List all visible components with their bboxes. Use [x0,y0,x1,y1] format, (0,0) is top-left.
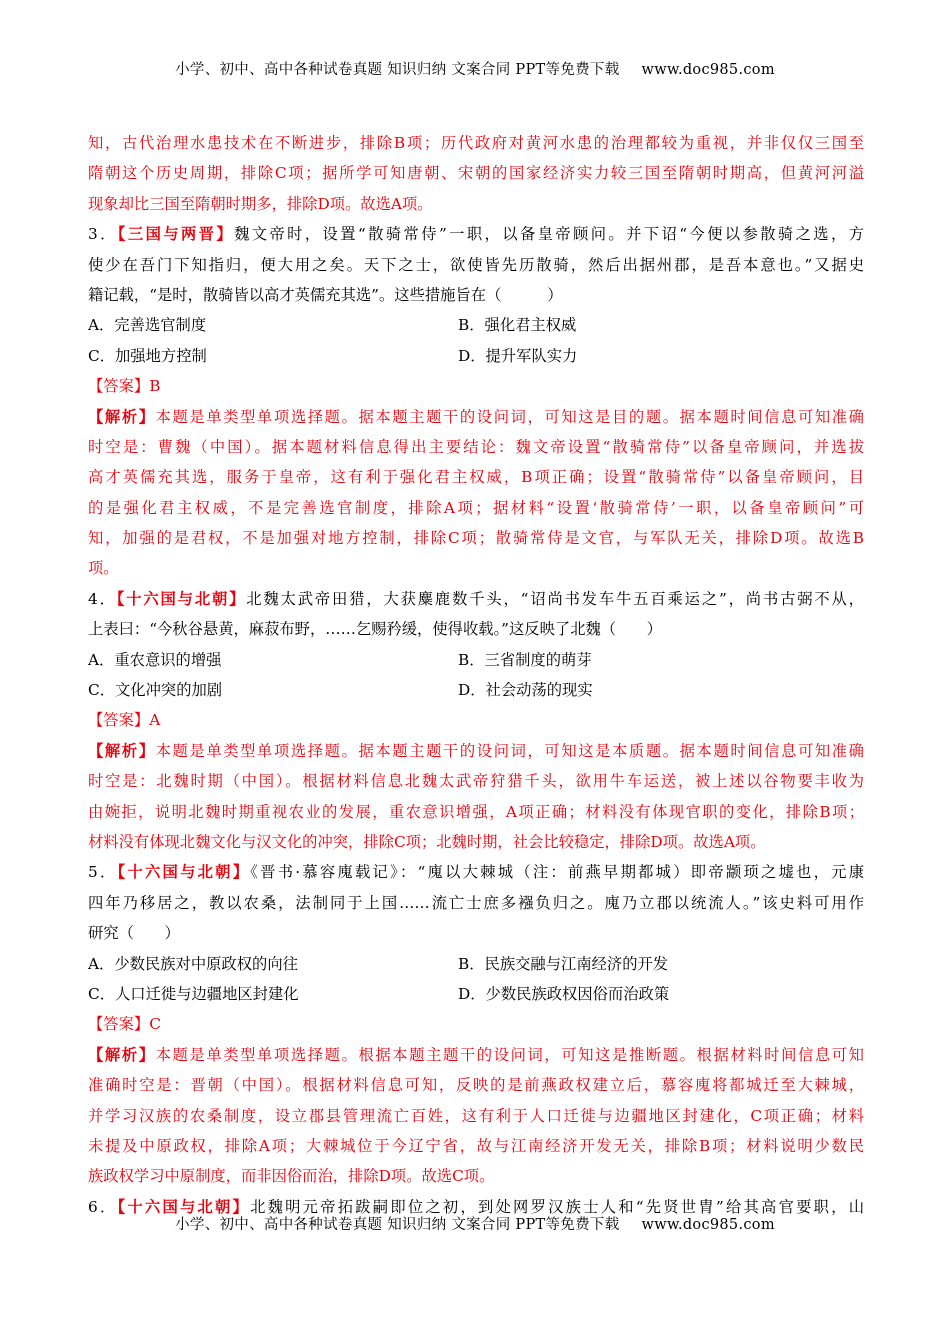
question-text: 北魏明元帝拓跋嗣即位之初，到处网罗汉族士人和“先贤世胄”给其高官要职，山 [250,1197,864,1216]
question-5-stem [88,857,864,887]
option-d[interactable]: D．社会动荡的现实 [458,681,593,700]
option-b[interactable]: B．民族交融与江南经济的开发 [458,954,669,973]
analysis-line: 准确时空是：晋朝（中国）。根据材料信息可知，反映的是前燕政权建立后，慕容廆将都城迁至大棘城， [88,1076,864,1095]
option-a[interactable]: A．重农意识的增强 [88,650,222,669]
analysis-line: 时空是：北魏时期（中国）。根据材料信息北魏太武帝狩猎千头，欲用牛车运送，被上述以谷物要丰收为 [88,772,864,791]
prev-analysis-line: 知，古代治理水患技术在不断进步，排除B项；历代政府对黄河水患的治理都较为重视，并非仅仅三国至 [88,134,864,152]
option-a[interactable]: A．少数民族对中原政权的向往 [88,954,298,973]
question-text: 魏文帝时，设置“散骑常侍”一职，以备皇帝顾问。并下诏“今便以参散骑之选，方 [234,225,864,244]
question-3-options-row [88,341,864,371]
question-3-line: 使少在吾门下知指归，便大用之矣。天下之士，欲使皆先历散骑，然后出据州郡，是吾本意也。”又据史 [88,255,864,274]
question-4-options-row [88,675,864,705]
question-4-stem [88,584,864,614]
question-5-answer: 【答案】C [88,1015,161,1034]
question-text: 《晋书·慕容廆载记》：“廆以大棘城（注：前燕早期都城）即帝颛顼之墟也，元康 [250,863,864,882]
analysis-line: 知，加强的是君权，不是加强对地方控制，排除C项；散骑常侍是文官，与军队无关，排除D项。故选B [88,529,864,548]
analysis-line: 未提及中原政权，排除A项；大棘城位于今辽宁省，故与江南经济开发无关，排除B项；材料说明少数民 [88,1136,864,1155]
question-5-options-row [88,979,864,1009]
question-tag: 【十六国与北朝】 [117,863,251,882]
question-3-analysis: 【解析】本题是单类型单项选择题。据本题主题干的设问词，可知这是目的题。据本题时间信息可知准确 [88,407,864,426]
question-tag: 【十六国与北朝】 [116,589,247,608]
footer-text: 小学、初中、高中各种试卷真题 知识归纳 文案合同 PPT等免费下载 [175,1217,620,1233]
header-text: 小学、初中、高中各种试卷真题 知识归纳 文案合同 PPT等免费下载 [175,62,620,78]
prev-analysis-line: 现象却比三国至隋朝时期多，排除D项。故选A项。 [88,194,433,213]
question-number: 5． [88,863,118,882]
analysis-line: 并学习汉族的农桑制度，设立郡县管理流亡百姓，这有利于人口迁徙与边疆地区封建化，C项正确；材料 [88,1106,864,1125]
analysis-label: 【解析】 [88,1045,156,1064]
analysis-label: 【解析】 [88,407,156,426]
analysis-label: 【解析】 [88,741,156,760]
analysis-line: 高才英儒充其选，服务于皇帝，这有利于强化君主权威，B项正确；设置“散骑常侍”以备皇帝顾问，目 [88,468,864,487]
option-b[interactable]: B．强化君主权威 [458,316,577,335]
question-number: 6． [88,1197,118,1216]
option-c[interactable]: C．文化冲突的加剧 [88,681,223,700]
option-d[interactable]: D．提升军队实力 [458,346,578,365]
analysis-line: 材料没有体现北魏文化与汉文化的冲突，排除C项；北魏时期，社会比较稳定，排除D项。故选A项。 [88,832,766,851]
footer-site[interactable]: www.doc985.com [641,1217,775,1233]
header-site[interactable]: www.doc985.com [641,62,775,78]
question-4-answer: 【答案】A [88,711,161,730]
question-5-analysis: 【解析】本题是单类型单项选择题。根据本题主题干的设问词，可知这是推断题。根据材料时间信息可知 [88,1045,864,1064]
question-tag: 【三国与两晋】 [117,225,235,244]
option-d[interactable]: D．少数民族政权因俗而治政策 [458,984,670,1003]
option-a[interactable]: A．完善选官制度 [88,316,207,335]
question-3-options-row [88,310,864,340]
question-number: 3． [88,225,118,244]
analysis-line: 族政权学习中原制度，而非因俗而治，排除D项。故选C项。 [88,1167,495,1186]
analysis-line: 时空是：曹魏（中国）。据本题材料信息得出主要结论：魏文帝设置“散骑常侍”以备皇帝顾问，并选拔 [88,437,864,456]
question-3-answer: 【答案】B [88,377,161,396]
question-number: 4． [88,589,117,608]
page-header [0,58,950,79]
question-4-options-row [88,645,864,675]
page-footer [0,1213,950,1234]
option-c[interactable]: C．人口迁徙与边疆地区封建化 [88,984,299,1003]
question-text: 北魏太武帝田猎，大获麋鹿数千头，“诏尚书发车牛五百乘运之”，尚书古弼不从， [246,589,864,608]
question-4-line: 上表曰：“今秋谷悬黄，麻菽布野，……乞赐矜缓，使得收载。”这反映了北魏（ ） [88,620,662,639]
question-4-analysis: 【解析】本题是单类型单项选择题。据本题主题干的设问词，可知这是本质题。据本题时间信息可知准确 [88,741,864,760]
question-3-stem [88,219,864,249]
analysis-line: 由婉拒，说明北魏时期重视农业的发展，重农意识增强，A项正确；材料没有体现官职的变化，排除B项； [88,802,864,821]
document-body [88,128,864,1222]
analysis-line: 项。 [88,559,119,578]
question-5-line: 四年乃移居之，教以农桑，法制同于上国……流亡士庶多襁负归之。廆乃立郡以统流人。”该史料可用作 [88,893,864,912]
analysis-line: 的是强化君主权威，不是完善选官制度，排除A项；据材料“设置‘散骑常侍’一职，以备皇帝顾问”可 [88,498,864,517]
prev-analysis-line: 隋朝这个历史周期，排除C项；据所学可知唐朝、宋朝的国家经济实力较三国至隋朝时期高，但黄河河溢 [88,164,864,183]
question-tag: 【十六国与北朝】 [117,1197,251,1216]
question-5-options-row [88,949,864,979]
option-c[interactable]: C．加强地方控制 [88,346,207,365]
question-3-line: 籍记载，“是时，散骑皆以高才英儒充其选”。这些措施旨在（ ） [88,285,563,304]
question-5-line: 研究（ ） [88,924,180,943]
option-b[interactable]: B．三省制度的萌芽 [458,650,592,669]
